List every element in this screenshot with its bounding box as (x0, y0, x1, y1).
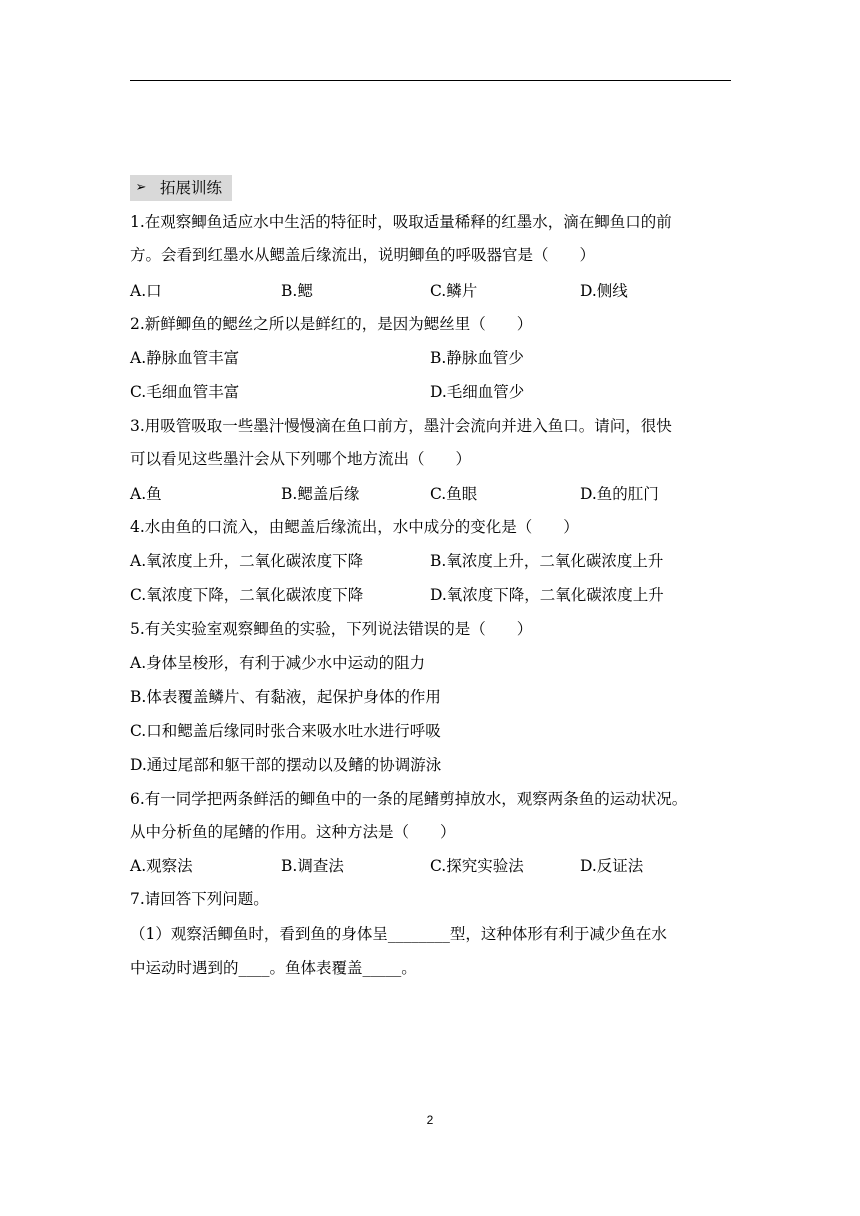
q3-option-c: C.鱼眼 (430, 485, 478, 503)
q4-option-a: A.氧浓度上升，二氧化碳浓度下降 (130, 552, 364, 570)
section-title: 拓展训练 (160, 179, 223, 197)
q6-option-a: A.观察法 (130, 857, 193, 875)
q2-option-a: A.静脉血管丰富 (130, 349, 240, 367)
q6-option-c: C.探究实验法 (430, 857, 524, 875)
question-4-line-1: 4.水由鱼的口流入，由鳃盖后缘流出，水中成分的变化是（ ） (130, 518, 579, 536)
question-5-line-1: 5.有关实验室观察鲫鱼的实验，下列说法错误的是（ ） (130, 620, 533, 638)
q6-option-d: D.反证法 (580, 857, 644, 875)
question-3-line-1: 3.用吸管吸取一些墨汁慢慢滴在鱼口前方，墨汁会流向并进入鱼口。请问，很快 (130, 417, 672, 435)
question-2-line-1: 2.新鲜鲫鱼的鳃丝之所以是鲜红的，是因为鳃丝里（ ） (130, 315, 533, 333)
q4-option-d: D.氧浓度下降，二氧化碳浓度上升 (430, 586, 664, 604)
q1-option-c: C.鳞片 (430, 282, 478, 300)
q5-option-d: D.通过尾部和躯干部的摆动以及鳍的协调游泳 (130, 756, 442, 774)
question-6-line-2: 从中分析鱼的尾鳍的作用。这种方法是（ ） (130, 823, 456, 841)
q3-option-b: B.鳃盖后缘 (281, 485, 360, 503)
q3-option-d: D.鱼的肛门 (580, 485, 659, 503)
q3-option-a: A.鱼 (130, 485, 162, 503)
q1-option-a: A.口 (130, 282, 162, 300)
section-heading (130, 175, 232, 201)
question-3-line-2: 可以看见这些墨汁会从下列哪个地方流出（ ） (130, 450, 472, 468)
question-6-line-1: 6.有一同学把两条鲜活的鲫鱼中的一条的尾鳍剪掉放水，观察两条鱼的运动状况。 (130, 790, 688, 808)
q1-option-b: B.鳃 (281, 282, 313, 300)
q2-option-d: D.毛细血管少 (430, 383, 525, 401)
q2-option-b: B.静脉血管少 (430, 349, 524, 367)
q5-option-a: A.身体呈梭形，有利于减少水中运动的阻力 (130, 654, 426, 672)
question-7-line-3: 中运动时遇到的____。鱼体表覆盖_____。 (130, 959, 417, 977)
question-1-line-2: 方。会看到红墨水从鳃盖后缘流出，说明鲫鱼的呼吸器官是（ ） (130, 246, 596, 264)
page-number: 2 (426, 1113, 434, 1127)
q5-option-b: B.体表覆盖鳞片、有黏液，起保护身体的作用 (130, 688, 441, 706)
q4-option-b: B.氧浓度上升，二氧化碳浓度上升 (430, 552, 664, 570)
q1-option-d: D.侧线 (580, 282, 628, 300)
q4-option-c: C.氧浓度下降，二氧化碳浓度下降 (130, 586, 364, 604)
question-1-line-1: 1.在观察鲫鱼适应水中生活的特征时，吸取适量稀释的红墨水，滴在鲫鱼口的前 (130, 213, 672, 231)
arrow-bullet-icon: ➢ (135, 180, 147, 195)
q2-option-c: C.毛细血管丰富 (130, 383, 240, 401)
header-rule (130, 80, 731, 81)
q6-option-b: B.调查法 (281, 857, 344, 875)
q5-option-c: C.口和鳃盖后缘同时张合来吸水吐水进行呼吸 (130, 722, 441, 740)
question-7-line-1: 7.请回答下列问题。 (130, 890, 269, 908)
question-7-line-2: （1）观察活鲫鱼时，看到鱼的身体呈________型，这种体形有利于减少鱼在水 (130, 925, 667, 943)
